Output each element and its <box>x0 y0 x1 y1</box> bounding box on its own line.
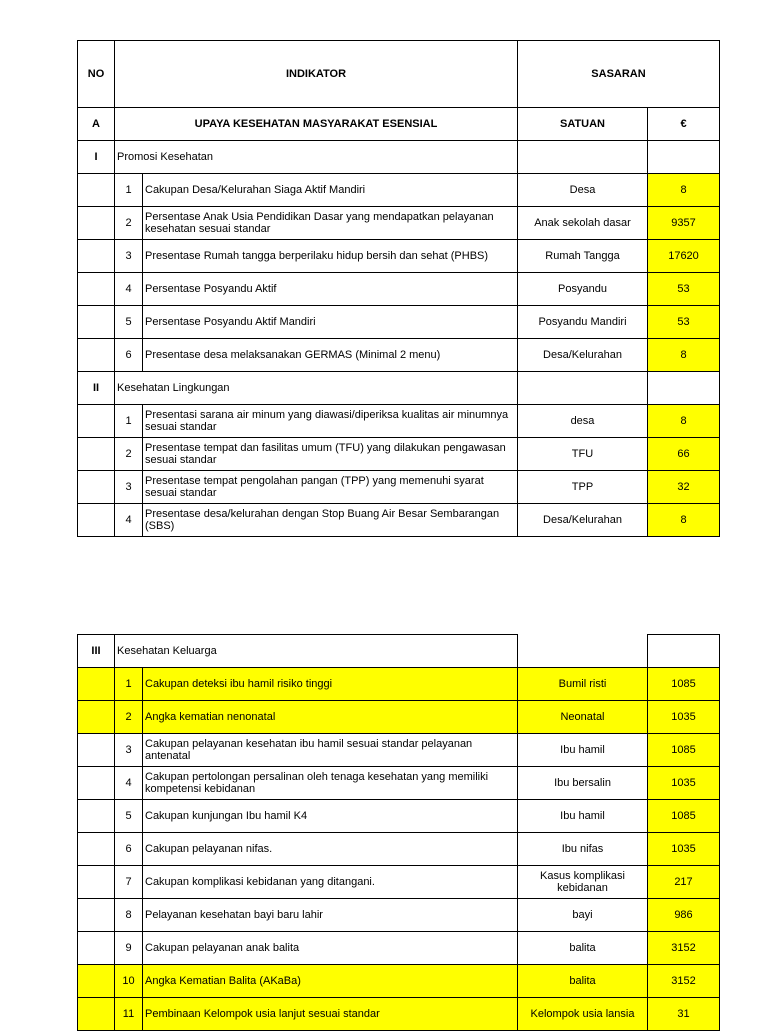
section-title: Promosi Kesehatan <box>115 141 518 174</box>
row-satuan: Posyandu Mandiri <box>518 306 648 339</box>
table-row <box>78 471 720 504</box>
row-satuan: Desa <box>518 174 648 207</box>
table-row <box>78 932 720 965</box>
row-number: 10 <box>115 965 143 998</box>
row-number: 8 <box>115 899 143 932</box>
row-indikator: Cakupan komplikasi kebidanan yang ditangani. <box>143 866 518 899</box>
row-value: 8 <box>648 339 720 372</box>
row-value: 66 <box>648 438 720 471</box>
indicator-table-2 <box>77 634 720 1031</box>
table-row <box>78 405 720 438</box>
row-indikator: Persentase Anak Usia Pendidikan Dasar yang mendapatkan pelayanan kesehatan sesuai standar <box>143 207 518 240</box>
table-row <box>78 965 720 998</box>
row-satuan: Desa/Kelurahan <box>518 504 648 537</box>
empty-cell <box>78 998 115 1031</box>
row-value: 3152 <box>648 932 720 965</box>
row-satuan: Rumah Tangga <box>518 240 648 273</box>
empty-cell <box>78 306 115 339</box>
row-number: 7 <box>115 866 143 899</box>
row-value: 1085 <box>648 734 720 767</box>
empty-cell <box>78 965 115 998</box>
empty-cell <box>78 405 115 438</box>
row-indikator: Persentase Posyandu Aktif <box>143 273 518 306</box>
table-row <box>78 833 720 866</box>
section-code: III <box>78 635 115 668</box>
row-number: 1 <box>115 174 143 207</box>
row-number: 4 <box>115 273 143 306</box>
empty-cell <box>78 668 115 701</box>
row-value: 8 <box>648 405 720 438</box>
row-satuan: Ibu nifas <box>518 833 648 866</box>
empty-cell <box>648 372 720 405</box>
table-row <box>78 504 720 537</box>
row-number: 2 <box>115 438 143 471</box>
row-value: 31 <box>648 998 720 1031</box>
row-satuan: Anak sekolah dasar <box>518 207 648 240</box>
empty-cell <box>518 372 648 405</box>
empty-cell <box>78 800 115 833</box>
section-title: Kesehatan Keluarga <box>115 635 518 668</box>
table-row <box>78 701 720 734</box>
section-code: I <box>78 141 115 174</box>
row-indikator: Cakupan pelayanan anak balita <box>143 932 518 965</box>
table-row <box>78 306 720 339</box>
table-row <box>78 668 720 701</box>
empty-cell <box>78 899 115 932</box>
row-indikator: Presentase tempat dan fasilitas umum (TFU) yang dilakukan pengawasan sesuai standar <box>143 438 518 471</box>
row-indikator: Presentase desa melaksanakan GERMAS (Minimal 2 menu) <box>143 339 518 372</box>
empty-cell <box>78 734 115 767</box>
row-satuan: Desa/Kelurahan <box>518 339 648 372</box>
empty-cell <box>518 635 648 668</box>
table-row <box>78 998 720 1031</box>
row-value: 986 <box>648 899 720 932</box>
row-number: 4 <box>115 767 143 800</box>
subheader-title: UPAYA KESEHATAN MASYARAKAT ESENSIAL <box>115 108 518 141</box>
table-row <box>78 174 720 207</box>
row-number: 5 <box>115 800 143 833</box>
empty-cell <box>78 174 115 207</box>
row-indikator: Cakupan deteksi ibu hamil risiko tinggi <box>143 668 518 701</box>
empty-cell <box>78 438 115 471</box>
row-satuan: TFU <box>518 438 648 471</box>
empty-cell <box>518 141 648 174</box>
row-indikator: Angka Kematian Balita (AKaBa) <box>143 965 518 998</box>
row-satuan: Kasus komplikasi kebidanan <box>518 866 648 899</box>
table-row <box>78 339 720 372</box>
row-value: 1035 <box>648 701 720 734</box>
table-row <box>78 438 720 471</box>
row-indikator: Presentase desa/kelurahan dengan Stop Buang Air Besar Sembarangan (SBS) <box>143 504 518 537</box>
row-number: 5 <box>115 306 143 339</box>
table-row <box>78 240 720 273</box>
empty-cell <box>78 207 115 240</box>
row-indikator: Cakupan pelayanan nifas. <box>143 833 518 866</box>
row-number: 6 <box>115 833 143 866</box>
empty-cell <box>78 471 115 504</box>
row-value: 17620 <box>648 240 720 273</box>
section-row <box>78 141 720 174</box>
empty-cell <box>78 339 115 372</box>
row-satuan: Posyandu <box>518 273 648 306</box>
row-number: 6 <box>115 339 143 372</box>
section-title: Kesehatan Lingkungan <box>115 372 518 405</box>
row-number: 9 <box>115 932 143 965</box>
row-satuan: balita <box>518 965 648 998</box>
header-indikator: INDIKATOR <box>115 41 518 108</box>
row-indikator: Cakupan pertolongan persalinan oleh tenaga kesehatan yang memiliki kompetensi kebidanan <box>143 767 518 800</box>
row-number: 2 <box>115 207 143 240</box>
table-row <box>78 273 720 306</box>
table-row <box>78 207 720 240</box>
row-indikator: Presentase Rumah tangga berperilaku hidup bersih dan sehat (PHBS) <box>143 240 518 273</box>
empty-cell <box>648 635 720 668</box>
section-code: II <box>78 372 115 405</box>
row-value: 1085 <box>648 668 720 701</box>
empty-cell <box>78 932 115 965</box>
row-value: 1035 <box>648 833 720 866</box>
table-row <box>78 734 720 767</box>
row-indikator: Pembinaan Kelompok usia lanjut sesuai standar <box>143 998 518 1031</box>
table-row <box>78 800 720 833</box>
empty-cell <box>648 141 720 174</box>
row-number: 1 <box>115 668 143 701</box>
row-satuan: bayi <box>518 899 648 932</box>
section-row <box>78 635 720 668</box>
row-value: 8 <box>648 504 720 537</box>
row-value: 9357 <box>648 207 720 240</box>
row-indikator: Cakupan pelayanan kesehatan ibu hamil sesuai standar pelayanan antenatal <box>143 734 518 767</box>
empty-cell <box>78 866 115 899</box>
row-satuan: Ibu hamil <box>518 800 648 833</box>
table-row <box>78 899 720 932</box>
row-satuan: balita <box>518 932 648 965</box>
row-value: 53 <box>648 273 720 306</box>
row-indikator: Cakupan Desa/Kelurahan Siaga Aktif Mandiri <box>143 174 518 207</box>
subheader-symbol: € <box>648 108 720 141</box>
row-value: 8 <box>648 174 720 207</box>
row-number: 3 <box>115 240 143 273</box>
row-number: 11 <box>115 998 143 1031</box>
indicator-table-1 <box>77 40 720 537</box>
subheader-code: A <box>78 108 115 141</box>
empty-cell <box>78 833 115 866</box>
header-sasaran: SASARAN <box>518 41 720 108</box>
subheader-satuan: SATUAN <box>518 108 648 141</box>
header-no: NO <box>78 41 115 108</box>
row-satuan: Ibu bersalin <box>518 767 648 800</box>
row-indikator: Pelayanan kesehatan bayi baru lahir <box>143 899 518 932</box>
row-satuan: Bumil risti <box>518 668 648 701</box>
row-satuan: Ibu hamil <box>518 734 648 767</box>
row-indikator: Persentase Posyandu Aktif Mandiri <box>143 306 518 339</box>
table-row <box>78 866 720 899</box>
row-number: 4 <box>115 504 143 537</box>
row-number: 3 <box>115 734 143 767</box>
row-number: 1 <box>115 405 143 438</box>
row-satuan: Kelompok usia lansia <box>518 998 648 1031</box>
row-satuan: TPP <box>518 471 648 504</box>
row-number: 2 <box>115 701 143 734</box>
empty-cell <box>78 273 115 306</box>
row-value: 53 <box>648 306 720 339</box>
empty-cell <box>78 504 115 537</box>
row-value: 32 <box>648 471 720 504</box>
row-value: 1035 <box>648 767 720 800</box>
section-row <box>78 372 720 405</box>
row-value: 1085 <box>648 800 720 833</box>
empty-cell <box>78 767 115 800</box>
row-value: 3152 <box>648 965 720 998</box>
row-satuan: desa <box>518 405 648 438</box>
row-indikator: Cakupan kunjungan Ibu hamil K4 <box>143 800 518 833</box>
row-indikator: Presentasi sarana air minum yang diawasi/diperiksa kualitas air minumnya sesuai standar <box>143 405 518 438</box>
empty-cell <box>78 240 115 273</box>
row-value: 217 <box>648 866 720 899</box>
empty-cell <box>78 701 115 734</box>
row-satuan: Neonatal <box>518 701 648 734</box>
row-indikator: Presentase tempat pengolahan pangan (TPP) yang memenuhi syarat sesuai standar <box>143 471 518 504</box>
row-number: 3 <box>115 471 143 504</box>
table-row <box>78 767 720 800</box>
row-indikator: Angka kematian nenonatal <box>143 701 518 734</box>
